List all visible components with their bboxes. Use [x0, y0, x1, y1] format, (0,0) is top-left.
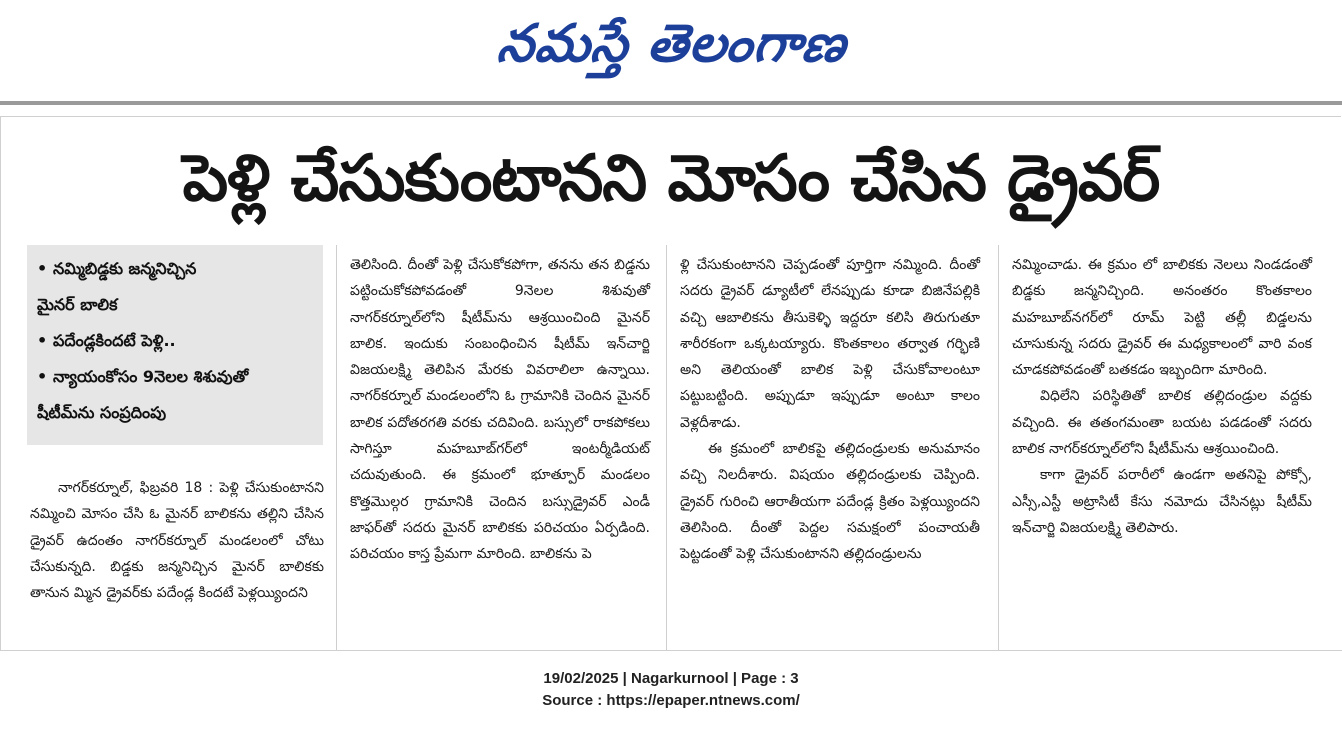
highlight-text: నమ్మిబిడ్డకు జన్మనిచ్చిన — [53, 259, 197, 278]
article-paragraph: నమ్మించాడు. ఈ క్రమం లో బాలికకు నెలలు నిండడంతో బిడ్డకు జన్మనిచ్చింది. అనంతరం కొంతకాలం మహబూబ్‌నగర్‌లో రూమ్ పెట్టి తల్లీ బిడ్డలను చూసుకున్న సదరు డ్రైవర్ ఈ మధ్యకాలంలో వారి వంక చూడకపోవడంతో బతకడం ఇబ్బందిగా మారింది. — [1012, 257, 1312, 379]
masthead-logo: నమస్తే తెలంగాణ — [494, 14, 850, 74]
highlight-item-continued: మైనర్ బాలిక — [37, 295, 118, 314]
highlights-box — [27, 245, 323, 445]
article-paragraph: ఈ క్రమంలో బాలికపై తల్లిదండ్రులకు అనుమానం వచ్చి నిలదీశారు. విషయం తల్లిదండ్రులకు చెప్పింది. డ్రైవర్ గురించి ఆరాతీయగా పదేండ్ల క్రితం పెళ్లయ్యిందని తెలిసింది. దీంతో పెద్దల సమక్షంలో పంచాయతీ పెట్టడంతో పెళ్లి చేసుకుంటానని తల్లిదండ్రులను — [680, 441, 980, 563]
article-column-1 — [30, 475, 324, 606]
article-paragraph: కాగా డ్రైవర్ పరారీలో ఉండగా అతనిపై పోక్సో, ఎస్సీ,ఎస్టీ అట్రాసిటీ కేసు నమోదు చేసినట్లు షీటీమ్ ఇన్‌చార్జి విజయలక్ష్మి తెలిపారు. — [1012, 467, 1312, 536]
highlight-item — [37, 323, 313, 359]
footer-divider — [0, 650, 1342, 651]
highlight-item — [37, 359, 313, 395]
highlight-item-continued: షీటీమ్‌ను సంప్రదింపు — [37, 403, 167, 422]
article-headline: పెళ్లి చేసుకుంటానని మోసం చేసిన డ్రైవర్ — [182, 142, 1160, 216]
bullet-icon: • — [37, 367, 48, 386]
bullet-icon: • — [37, 331, 48, 350]
highlight-text: న్యాయంకోసం 9నెలల శిశువుతో — [53, 367, 249, 386]
article-column-2 — [350, 252, 650, 568]
column-divider — [998, 245, 999, 650]
highlight-item — [37, 251, 313, 287]
clipping-source-link[interactable]: Source : https://epaper.ntnews.com/ — [542, 692, 800, 709]
article-paragraph: తెలిసింది. దీంతో పెళ్లి చేసుకోకపోగా, తనను తన బిడ్డను పట్టించుకోకపోవడంతో 9నెలల శిశువుతో నాగర్‌కర్నూల్‌లోని షీటీమ్‌ను ఆశ్రయించింది మైనర్ బాలిక. ఇందుకు సంబంధించిన షీటీమ్ ఇన్‌చార్జి విజయలక్ష్మి తెలిపిన మేరకు వివరాలిలా ఉన్నాయి. నాగర్‌కర్నూల్ మండలంలోని ఓ గ్రామానికి చెందిన మైనర్ బాలిక పదోతరగతి వరకు చదివింది. బస్సులో రాకపోకలు సాగిస్తూ మహబూబ్‌గర్‌లో ఇంటర్మీడియట్ చదువుతుంది. ఈ క్రమంలో భూత్పూర్ మండలం కొత్తమొల్గర గ్రామానికి చెందిన బస్సుడ్రైవర్ ఎండీ జాఫర్‌తో సదరు మైనర్ బాలికకు పరిచయం ఏర్పడింది. పరిచయం కాస్త ప్రేమగా మారింది. బాలికను పె — [350, 257, 650, 563]
clipping-footer — [0, 668, 1342, 712]
masthead — [0, 0, 1342, 101]
article-column-4 — [1012, 252, 1312, 541]
column-divider — [336, 245, 337, 650]
clipping-date-edition-page: 19/02/2025 | Nagarkurnool | Page : 3 — [543, 670, 799, 687]
column-divider — [666, 245, 667, 650]
article-paragraph: నాగర్‌కర్నూల్, ఫిబ్రవరి 18 : పెళ్లి చేసుకుంటానని నమ్మించి మోసం చేసి ఓ మైనర్ బాలికను తల్లిని చేసిన డ్రైవర్ ఉదంతం నాగర్‌కర్నూల్ మండలంలో చోటు చేసుకున్నది. బిడ్డకు జన్మనిచ్చిన మైనర్ బాలికకు తానున మ్మిన డ్రైవర్‌కు పదేండ్ల కిందటే పెళ్లయ్యిందని — [30, 480, 324, 602]
bullet-icon: • — [37, 259, 48, 278]
article-paragraph: విధిలేని పరిస్థితితో బాలిక తల్లిదండ్రుల వద్దకు వచ్చింది. ఈ తతంగమంతా బయట పడడంతో సదరు బాలిక నాగర్‌కర్నూల్‌లోని షీటీమ్‌ను ఆశ్రయించింది. — [1012, 388, 1312, 458]
article-paragraph: ళ్లి చేసుకుంటానని చెప్పడంతో పూర్తిగా నమ్మింది. దీంతో సదరు డ్రైవర్ డ్యూటీలో లేనప్పుడు కూడా బిజినేపల్లికి వచ్చి ఆబాలికను తీసుకెళ్ళి ఇద్దరూ కలిసి తిరుగుతూ శారీరకంగా ఒక్కటయ్యారు. కొంతకాలం తర్వాత గర్భిణి అని తెలియంతో బాలిక పెళ్లి చేసుకోవాలంటూ పట్టుబట్టింది. అప్పుడూ ఇప్పుడూ అంటూ కాలం వెళ్లదీశాడు. — [680, 257, 980, 431]
masthead-divider — [0, 101, 1342, 105]
article-column-3 — [680, 252, 980, 568]
highlight-text: పదేండ్లకిందటే పెళ్లి.. — [53, 331, 176, 350]
